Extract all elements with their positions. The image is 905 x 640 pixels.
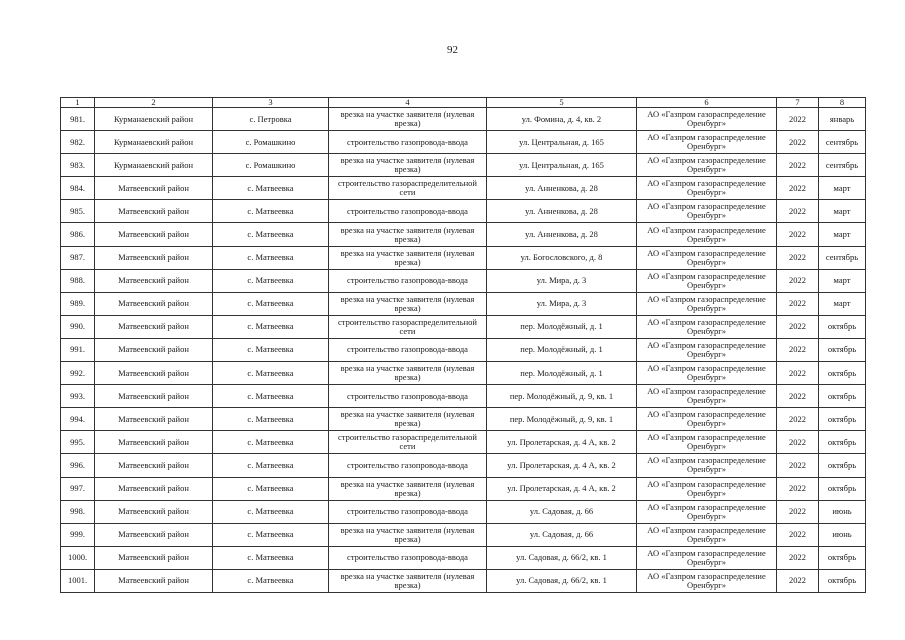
organization-cell: АО «Газпром газораспределение Оренбург» [637,408,777,431]
month-cell: октябрь [819,338,866,361]
address-cell: ул. Пролетарская, д. 4 А, кв. 2 [487,431,637,454]
row-number: 988. [61,269,95,292]
address-cell: ул. Анненкова, д. 28 [487,177,637,200]
organization-cell: АО «Газпром газораспределение Оренбург» [637,338,777,361]
year-cell: 2022 [777,338,819,361]
table-row [61,292,866,315]
row-number: 986. [61,223,95,246]
work-type-cell: врезка на участке заявителя (нулевая врезка) [329,223,487,246]
month-cell: сентябрь [819,154,866,177]
month-cell: октябрь [819,315,866,338]
table-row [61,546,866,569]
work-type-cell: врезка на участке заявителя (нулевая врезка) [329,523,487,546]
locality-cell: с. Петровка [213,108,329,131]
organization-cell: АО «Газпром газораспределение Оренбург» [637,315,777,338]
month-cell: октябрь [819,546,866,569]
locality-cell: с. Матвеевка [213,315,329,338]
year-cell: 2022 [777,154,819,177]
column-number: 3 [213,98,329,108]
address-cell: ул. Пролетарская, д. 4 А, кв. 2 [487,477,637,500]
row-number: 990. [61,315,95,338]
address-cell: ул. Мира, д. 3 [487,269,637,292]
work-type-cell: строительство газопровода-ввода [329,500,487,523]
organization-cell: АО «Газпром газораспределение Оренбург» [637,385,777,408]
table-row [61,269,866,292]
year-cell: 2022 [777,408,819,431]
month-cell: март [819,200,866,223]
locality-cell: с. Матвеевка [213,385,329,408]
row-number: 983. [61,154,95,177]
district-cell: Курманаевский район [95,131,213,154]
table-row [61,385,866,408]
address-cell: пер. Молодёжный, д. 1 [487,338,637,361]
row-number: 999. [61,523,95,546]
row-number: 991. [61,338,95,361]
district-cell: Матвеевский район [95,523,213,546]
year-cell: 2022 [777,269,819,292]
organization-cell: АО «Газпром газораспределение Оренбург» [637,569,777,592]
work-type-cell: врезка на участке заявителя (нулевая врезка) [329,246,487,269]
district-cell: Матвеевский район [95,454,213,477]
month-cell: октябрь [819,431,866,454]
register-table [60,97,866,593]
organization-cell: АО «Газпром газораспределение Оренбург» [637,154,777,177]
work-type-cell: строительство газораспределительной сети [329,177,487,200]
row-number: 985. [61,200,95,223]
row-number: 1000. [61,546,95,569]
year-cell: 2022 [777,431,819,454]
table-row [61,431,866,454]
table-row [61,362,866,385]
address-cell: пер. Молодёжный, д. 9, кв. 1 [487,385,637,408]
work-type-cell: врезка на участке заявителя (нулевая врезка) [329,108,487,131]
year-cell: 2022 [777,108,819,131]
work-type-cell: строительство газораспределительной сети [329,431,487,454]
address-cell: пер. Молодёжный, д. 9, кв. 1 [487,408,637,431]
row-number: 993. [61,385,95,408]
row-number: 996. [61,454,95,477]
year-cell: 2022 [777,500,819,523]
work-type-cell: врезка на участке заявителя (нулевая врезка) [329,477,487,500]
work-type-cell: строительство газораспределительной сети [329,315,487,338]
district-cell: Матвеевский район [95,500,213,523]
column-number: 7 [777,98,819,108]
row-number: 997. [61,477,95,500]
table-row [61,315,866,338]
work-type-cell: строительство газопровода-ввода [329,454,487,477]
work-type-cell: строительство газопровода-ввода [329,338,487,361]
locality-cell: с. Матвеевка [213,177,329,200]
district-cell: Матвеевский район [95,431,213,454]
locality-cell: с. Матвеевка [213,246,329,269]
district-cell: Матвеевский район [95,408,213,431]
organization-cell: АО «Газпром газораспределение Оренбург» [637,269,777,292]
work-type-cell: строительство газопровода-ввода [329,131,487,154]
organization-cell: АО «Газпром газораспределение Оренбург» [637,431,777,454]
district-cell: Матвеевский район [95,246,213,269]
table-row [61,177,866,200]
year-cell: 2022 [777,315,819,338]
work-type-cell: врезка на участке заявителя (нулевая врезка) [329,154,487,177]
address-cell: пер. Молодёжный, д. 1 [487,362,637,385]
row-number: 989. [61,292,95,315]
district-cell: Матвеевский район [95,546,213,569]
month-cell: октябрь [819,454,866,477]
organization-cell: АО «Газпром газораспределение Оренбург» [637,362,777,385]
address-cell: ул. Садовая, д. 66/2, кв. 1 [487,546,637,569]
organization-cell: АО «Газпром газораспределение Оренбург» [637,523,777,546]
year-cell: 2022 [777,246,819,269]
work-type-cell: строительство газопровода-ввода [329,269,487,292]
month-cell: март [819,177,866,200]
district-cell: Матвеевский район [95,385,213,408]
month-cell: март [819,292,866,315]
month-cell: июнь [819,523,866,546]
organization-cell: АО «Газпром газораспределение Оренбург» [637,131,777,154]
table-row [61,154,866,177]
month-cell: октябрь [819,569,866,592]
month-cell: март [819,269,866,292]
locality-cell: с. Матвеевка [213,362,329,385]
month-cell: октябрь [819,385,866,408]
locality-cell: с. Матвеевка [213,292,329,315]
month-cell: март [819,223,866,246]
organization-cell: АО «Газпром газораспределение Оренбург» [637,546,777,569]
district-cell: Матвеевский район [95,223,213,246]
locality-cell: с. Матвеевка [213,523,329,546]
table-row [61,500,866,523]
column-number-row [61,98,866,108]
organization-cell: АО «Газпром газораспределение Оренбург» [637,246,777,269]
page-number: 92 [447,44,458,56]
row-number: 994. [61,408,95,431]
district-cell: Матвеевский район [95,292,213,315]
row-number: 1001. [61,569,95,592]
district-cell: Матвеевский район [95,477,213,500]
organization-cell: АО «Газпром газораспределение Оренбург» [637,477,777,500]
work-type-cell: строительство газопровода-ввода [329,385,487,408]
work-type-cell: врезка на участке заявителя (нулевая врезка) [329,362,487,385]
address-cell: ул. Анненкова, д. 28 [487,223,637,246]
month-cell: июнь [819,500,866,523]
row-number: 995. [61,431,95,454]
address-cell: ул. Садовая, д. 66 [487,523,637,546]
address-cell: ул. Мира, д. 3 [487,292,637,315]
locality-cell: с. Матвеевка [213,200,329,223]
district-cell: Матвеевский район [95,200,213,223]
row-number: 998. [61,500,95,523]
organization-cell: АО «Газпром газораспределение Оренбург» [637,223,777,246]
year-cell: 2022 [777,131,819,154]
district-cell: Матвеевский район [95,338,213,361]
locality-cell: с. Матвеевка [213,338,329,361]
address-cell: ул. Садовая, д. 66 [487,500,637,523]
district-cell: Матвеевский район [95,177,213,200]
column-number: 1 [61,98,95,108]
locality-cell: с. Матвеевка [213,408,329,431]
table-row [61,569,866,592]
organization-cell: АО «Газпром газораспределение Оренбург» [637,500,777,523]
table-row [61,454,866,477]
district-cell: Матвеевский район [95,315,213,338]
locality-cell: с. Матвеевка [213,223,329,246]
locality-cell: с. Ромашкино [213,131,329,154]
year-cell: 2022 [777,200,819,223]
year-cell: 2022 [777,546,819,569]
column-number: 6 [637,98,777,108]
month-cell: октябрь [819,362,866,385]
row-number: 992. [61,362,95,385]
work-type-cell: строительство газопровода-ввода [329,200,487,223]
work-type-cell: врезка на участке заявителя (нулевая врезка) [329,292,487,315]
locality-cell: с. Матвеевка [213,431,329,454]
district-cell: Матвеевский район [95,269,213,292]
table-row [61,223,866,246]
table-row [61,523,866,546]
address-cell: ул. Садовая, д. 66/2, кв. 1 [487,569,637,592]
locality-cell: с. Матвеевка [213,569,329,592]
year-cell: 2022 [777,385,819,408]
district-cell: Курманаевский район [95,108,213,131]
row-number: 984. [61,177,95,200]
month-cell: январь [819,108,866,131]
work-type-cell: строительство газопровода-ввода [329,546,487,569]
table-row [61,477,866,500]
table-row [61,200,866,223]
organization-cell: АО «Газпром газораспределение Оренбург» [637,292,777,315]
year-cell: 2022 [777,362,819,385]
table-row [61,338,866,361]
table-row [61,108,866,131]
year-cell: 2022 [777,454,819,477]
year-cell: 2022 [777,569,819,592]
organization-cell: АО «Газпром газораспределение Оренбург» [637,200,777,223]
locality-cell: с. Матвеевка [213,500,329,523]
address-cell: ул. Анненкова, д. 28 [487,200,637,223]
work-type-cell: врезка на участке заявителя (нулевая врезка) [329,569,487,592]
district-cell: Матвеевский район [95,569,213,592]
column-number: 8 [819,98,866,108]
column-number: 2 [95,98,213,108]
address-cell: ул. Центральная, д. 165 [487,131,637,154]
month-cell: сентябрь [819,246,866,269]
locality-cell: с. Матвеевка [213,546,329,569]
column-number: 4 [329,98,487,108]
month-cell: октябрь [819,477,866,500]
locality-cell: с. Матвеевка [213,269,329,292]
month-cell: сентябрь [819,131,866,154]
address-cell: ул. Пролетарская, д. 4 А, кв. 2 [487,454,637,477]
month-cell: октябрь [819,408,866,431]
address-cell: ул. Центральная, д. 165 [487,154,637,177]
year-cell: 2022 [777,292,819,315]
locality-cell: с. Матвеевка [213,477,329,500]
table-row [61,408,866,431]
year-cell: 2022 [777,523,819,546]
row-number: 987. [61,246,95,269]
row-number: 981. [61,108,95,131]
locality-cell: с. Ромашкино [213,154,329,177]
organization-cell: АО «Газпром газораспределение Оренбург» [637,177,777,200]
column-number: 5 [487,98,637,108]
row-number: 982. [61,131,95,154]
district-cell: Курманаевский район [95,154,213,177]
address-cell: пер. Молодёжный, д. 1 [487,315,637,338]
table-row [61,131,866,154]
locality-cell: с. Матвеевка [213,454,329,477]
address-cell: ул. Богословского, д. 8 [487,246,637,269]
address-cell: ул. Фомина, д. 4, кв. 2 [487,108,637,131]
year-cell: 2022 [777,223,819,246]
district-cell: Матвеевский район [95,362,213,385]
year-cell: 2022 [777,477,819,500]
organization-cell: АО «Газпром газораспределение Оренбург» [637,454,777,477]
year-cell: 2022 [777,177,819,200]
work-type-cell: врезка на участке заявителя (нулевая врезка) [329,408,487,431]
organization-cell: АО «Газпром газораспределение Оренбург» [637,108,777,131]
table-row [61,246,866,269]
